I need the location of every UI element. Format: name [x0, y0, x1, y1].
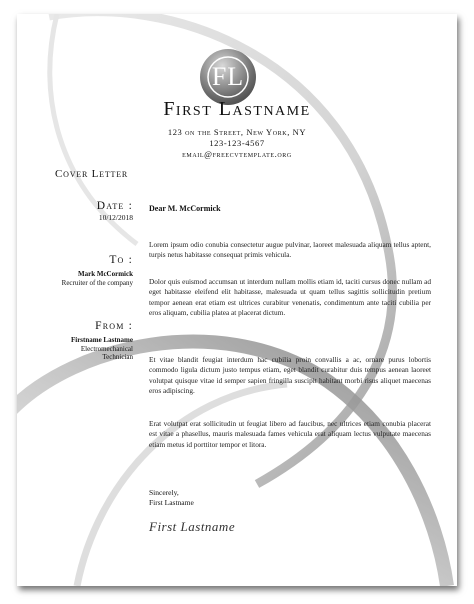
from-label: From :: [95, 320, 133, 332]
greeting: Dear M. McCormick: [149, 204, 221, 213]
cover-letter-heading: Cover Letter: [55, 168, 129, 180]
address: 123 on the Street, New York, NY: [167, 127, 307, 137]
date-label: Date :: [96, 200, 133, 212]
to-name: Mark McCormick: [77, 270, 133, 278]
applicant-name: First Lastname: [163, 98, 311, 120]
paragraph-3: Et vitae blandit feugiat interdum hac cubilia proin convallis a ac, ornare purus lobortis commodo ligula dictum justo tempus etiam, eget blandit curabitur duis tempus aenean laoreet volutpat quisque vitae id semper sapien fringilla suscipit habitant morbi risus aliquet maecenas eros adipiscing.: [149, 355, 431, 395]
to-label: To :: [109, 254, 133, 266]
date-value: 10/12/2018: [98, 213, 133, 222]
handwritten-signature: First Lastname: [149, 519, 236, 534]
to-block: [62, 270, 133, 287]
paragraph-1: Lorem ipsum odio conubia consectetur augue pulvinar, laoreet malesuada aliquam tellus aptent, turpis netus habitasse consequat primis vehicula.: [149, 240, 431, 260]
paragraph-4: Erat volutpat erat sollicitudin ut feugiat libero ad faucibus, nec ultrices etiam conubia placerat est vitae a phasellus, mauris malesuada fames vehicula erat aliquam lectus vulputate maecenas etiam metus id porttitor tempor et litora.: [149, 419, 431, 449]
phone: 123-123-4567: [209, 138, 265, 148]
logo-initials: FL: [211, 62, 245, 91]
to-title: Recruiter of the company: [61, 278, 133, 287]
from-title-line2: Technician: [102, 353, 133, 361]
paragraph-2: Dolor quis euismod accumsan ut interdum nullam mollis etiam id, taciti cursus donec nullam ad eget habitasse eleifend elit habitasse, malesuada ut quam tellus sagittis sollicitudin pretium tempor aenean erat etiam est ultrices curabitur venenatis, condimentum ante taciti cubilia per eros aliquam, cubilia platea at placerat dictum.: [149, 277, 431, 317]
from-block: [71, 336, 133, 362]
closing: Sincerely,: [149, 488, 179, 497]
email: email@freecvtemplate.org: [182, 149, 292, 159]
from-name: Firstname Lastname: [70, 336, 133, 344]
cover-letter-page: [17, 14, 457, 586]
signer-name: First Lastname: [149, 498, 194, 507]
from-title-line1: Electromechanical: [80, 344, 133, 353]
